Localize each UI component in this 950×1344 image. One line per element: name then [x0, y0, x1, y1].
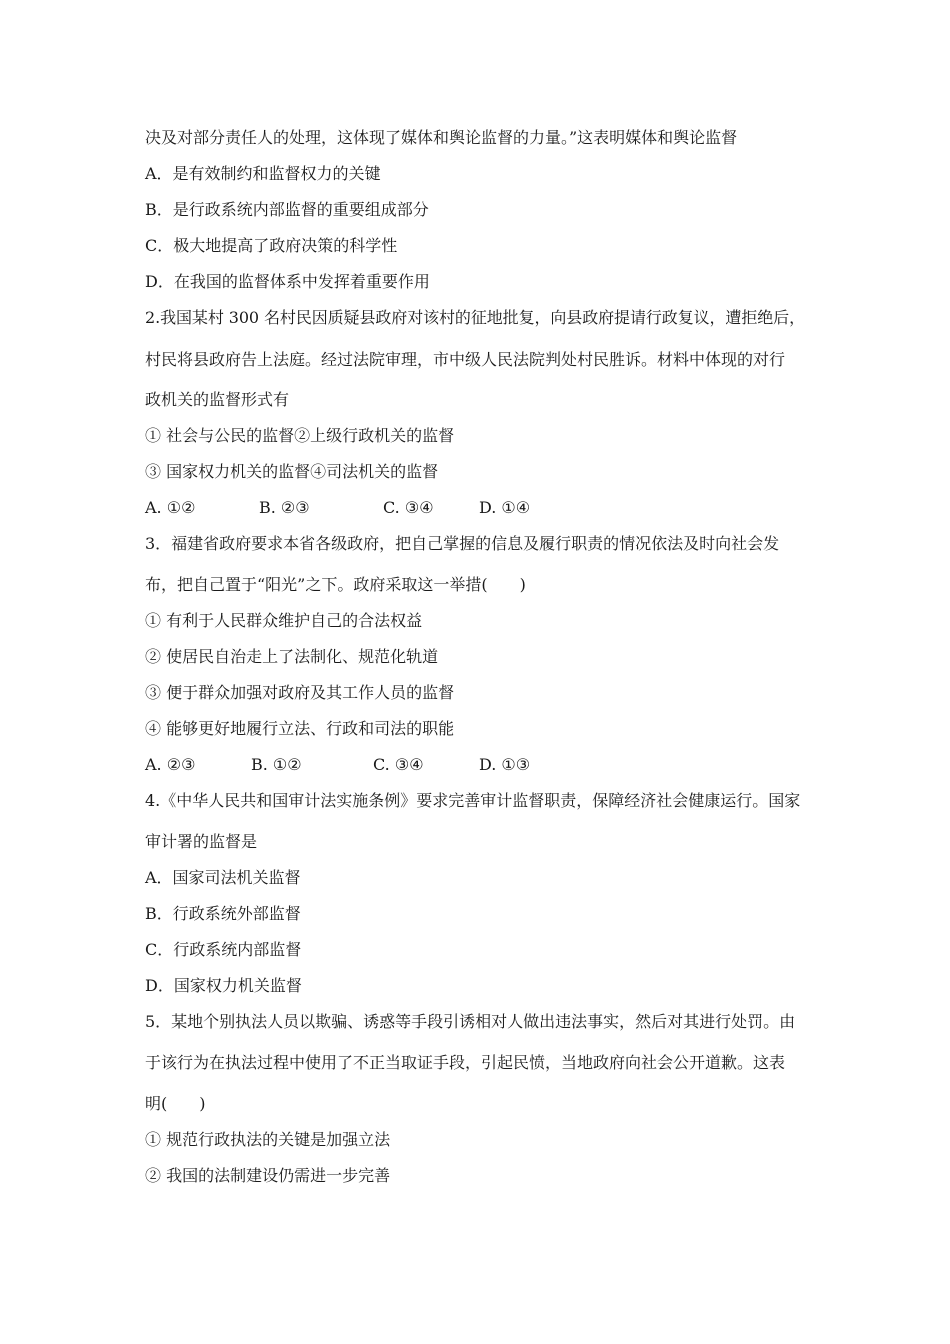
- q2-item-1: ① 社会与公民的监督②上级行政机关的监督: [145, 426, 455, 445]
- q2-stem-line-3: 政机关的监督形式有: [145, 390, 290, 409]
- q4-option-c: C．行政系统内部监督: [145, 940, 302, 959]
- q2-choice-d: D. ①④: [479, 498, 531, 517]
- q5-item-2: ② 我国的法制建设仍需进一步完善: [145, 1166, 391, 1185]
- q3-item-2: ② 使居民自治走上了法制化、规范化轨道: [145, 647, 439, 666]
- q3-stem-line-2: 布，把自己置于“阳光”之下。政府采取这一举措( ): [145, 575, 526, 594]
- q3-item-1: ① 有利于人民群众维护自己的合法权益: [145, 611, 423, 630]
- q2-choice-a: A. ①②: [145, 498, 196, 517]
- q3-choice-d: D. ①③: [479, 755, 531, 774]
- q3-choice-a: A. ②③: [145, 755, 196, 774]
- q5-item-1: ① 规范行政执法的关键是加强立法: [145, 1130, 391, 1149]
- q3-item-3: ③ 便于群众加强对政府及其工作人员的监督: [145, 683, 455, 702]
- q2-choice-b: B. ②③: [259, 498, 310, 517]
- q5-stem-line-3: 明( ): [145, 1094, 206, 1113]
- q5-stem-line-1: 5．某地个别执法人员以欺骗、诱惑等手段引诱相对人做出违法事实，然后对其进行处罚。由: [145, 1012, 796, 1031]
- q2-stem-line-1: 2.我国某村 300 名村民因质疑县政府对该村的征地批复，向县政府提请行政复议，遭拒绝后，: [145, 308, 805, 327]
- q4-option-a: A．国家司法机关监督: [145, 868, 301, 887]
- q1-option-a: A．是有效制约和监督权力的关键: [145, 164, 381, 183]
- q1-option-d: D．在我国的监督体系中发挥着重要作用: [145, 272, 430, 291]
- q3-choice-c: C. ③④: [373, 755, 424, 774]
- q4-stem-line-2: 审计署的监督是: [145, 832, 258, 851]
- q2-stem-line-2: 村民将县政府告上法庭。经过法院审理，市中级人民法院判处村民胜诉。材料中体现的对行: [145, 350, 786, 369]
- q1-stem-continuation: 决及对部分责任人的处理，这体现了媒体和舆论监督的力量。”这表明媒体和舆论监督: [145, 128, 738, 147]
- q1-option-b: B．是行政系统内部监督的重要组成部分: [145, 200, 429, 219]
- q2-choice-c: C. ③④: [383, 498, 434, 517]
- q1-option-c: C．极大地提高了政府决策的科学性: [145, 236, 398, 255]
- q3-stem-line-1: 3．福建省政府要求本省各级政府，把自己掌握的信息及履行职责的情况依法及时向社会发: [145, 534, 780, 553]
- q4-stem-line-1: 4.《中华人民共和国审计法实施条例》要求完善审计监督职责，保障经济社会健康运行。国家: [145, 791, 801, 810]
- q2-item-2: ③ 国家权力机关的监督④司法机关的监督: [145, 462, 439, 481]
- q5-stem-line-2: 于该行为在执法过程中使用了不正当取证手段，引起民愤，当地政府向社会公开道歉。这表: [145, 1053, 786, 1072]
- q3-choice-b: B. ①②: [251, 755, 302, 774]
- q3-item-4: ④ 能够更好地履行立法、行政和司法的职能: [145, 719, 455, 738]
- q4-option-d: D．国家权力机关监督: [145, 976, 302, 995]
- q4-option-b: B．行政系统外部监督: [145, 904, 301, 923]
